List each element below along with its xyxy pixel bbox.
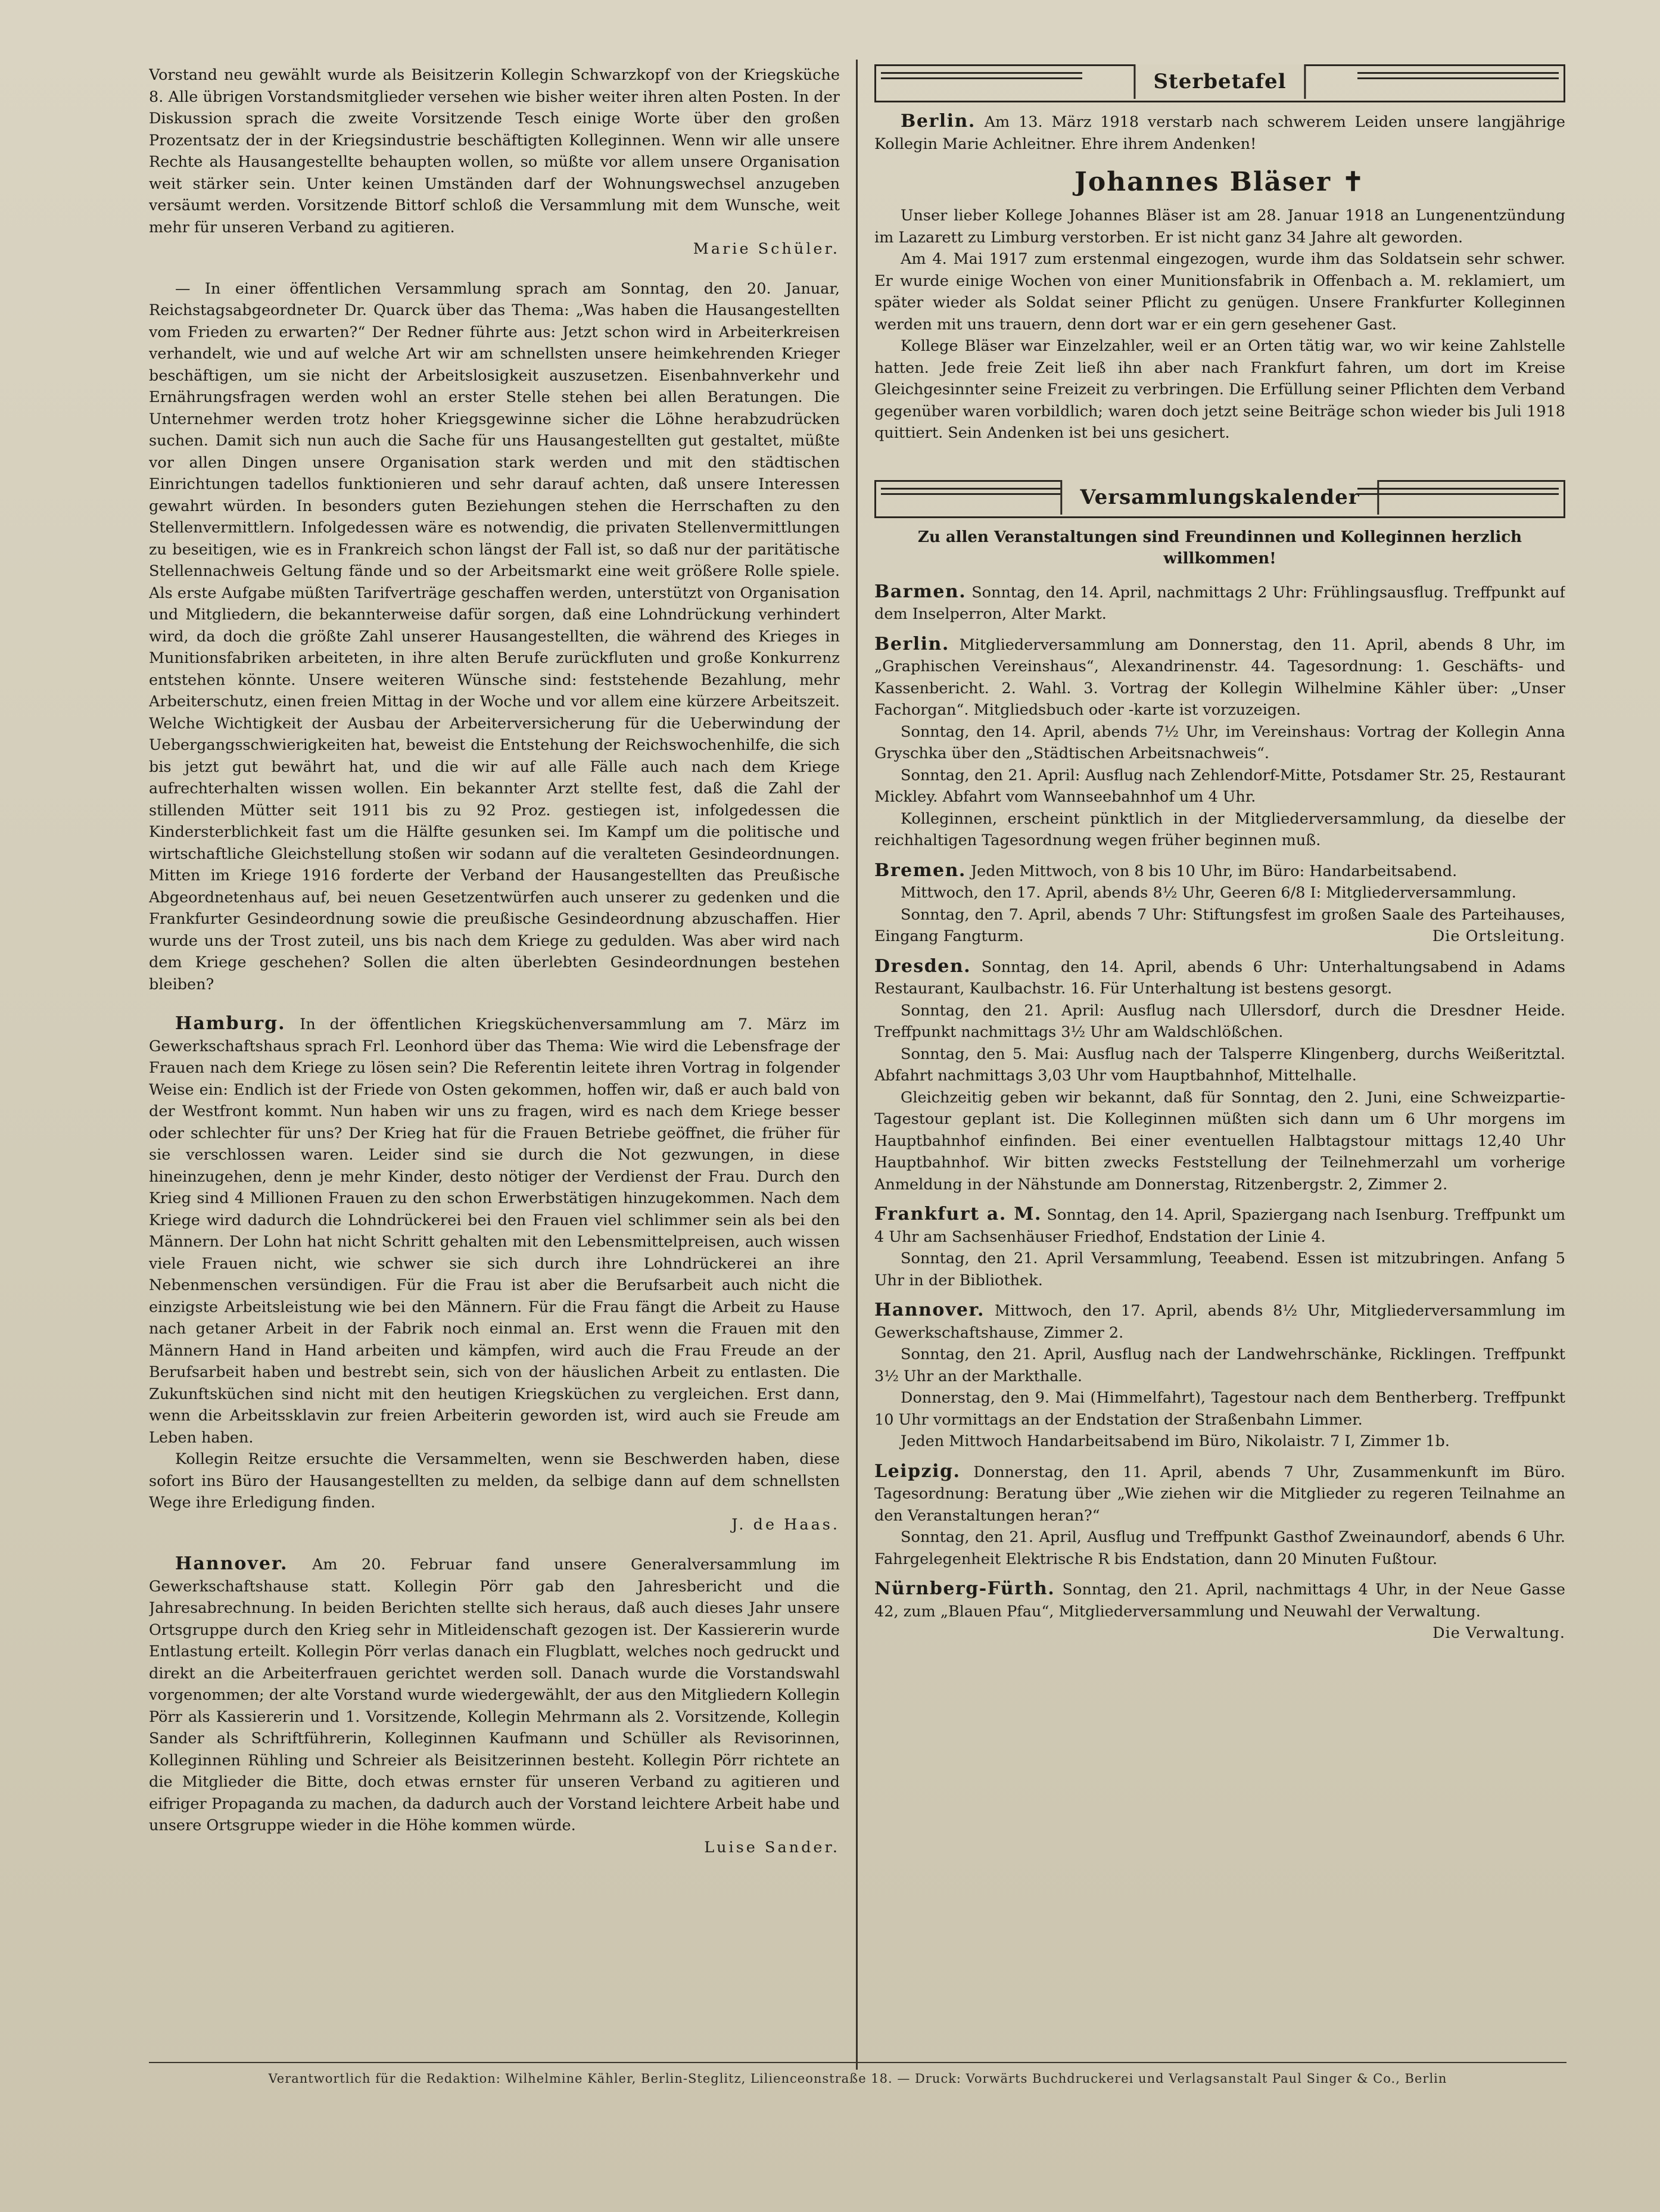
signature: Luise Sander. xyxy=(704,1838,840,1856)
article-paragraph: Am 20. Februar fand unsere Generalversammlung im Gewerkschaftshause statt. Kollegin Pörr gab den Jahresbericht und die Jahresabrechnung. In beiden Berichten stellte sich heraus, daß auch dieses Jahr unsere Ortsgruppe durch den Krieg sehr in Mitleidenschaft gezogen ist. Der Kassiererin wurde Entlastung erteilt. Kollegin Pörr verlas danach ein Flugblatt, welches noch gedruckt und direkt an die Arbeiterfrauen gerichtet werden soll. Danach wurde die Vorstandswahl vorgenommen; der alte Vorstand wurde wiedergewählt, der aus den Mitgliedern Kollegin Pörr als Kassiererin und 1. Vorsitzende, Kollegin Mehrmann als 2. Vorsitzende, Kollegin Sander als Schriftführerin, Kolleginnen Kaufmann und Schüller als Revisorinnen, Kolleginnen Rühling und Schreier als Beisitzerinnen besteht. Kollegin Pörr richtete an die Mitglieder die Bitte, doch etwas ernster für unseren Verband zu agitieren und eifriger Propaganda zu machen, da dadurch auch der Vorstand leichtere Arbeit habe und unsere Ortsgruppe wieder in die Höhe kommen würde. xyxy=(149,1556,840,1834)
event-text: Sonntag, den 21. April: Ausflug nach Zehlendorf-Mitte, Potsdamer Str. 25, Restaurant Mickley. Abfahrt vom Wannseebahnhof um 4 Uhr. xyxy=(874,766,1565,806)
kalender-title: Versammlungskalender xyxy=(1060,480,1379,515)
event-signature: Die Ortsleitung. xyxy=(1432,927,1565,945)
obituary-name: Johannes Bläser xyxy=(1075,167,1332,197)
event-text: Mitgliederversammlung am Donnerstag, den 11. April, abends 8 Uhr, im „Graphischen Vereinshaus“, Alexandrinenstr. 44. Tagesordnung: 1. Geschäfts- und Kassenbericht. 2. Wahl. 3. Vortrag der Kollegin Wilhelmine Kähler über: „Unser Fachorgan“. Mitgliedsbuch oder -karte ist vorzuzeigen. xyxy=(874,635,1565,719)
left-column xyxy=(149,64,840,2060)
article-paragraph: Kollegin Reitze ersuchte die Versammelten, wenn sie Beschwerden haben, diese sofort ins Büro der Hausangestellten zu melden, da selbige dann auf dem schnellsten Wege ihre Erledigung finden. xyxy=(149,1450,840,1512)
footer-rule xyxy=(149,2062,1566,2063)
section-heading-hannover: Hannover. xyxy=(175,1553,288,1574)
article-paragraph: — In einer öffentlichen Versammlung sprach am Sonntag, den 20. Januar, Reichstagsabgeordneter Dr. Quarck über das Thema: „Was haben die Hausangestellten vom Frieden zu erwarten?“ Der Redner führte aus: Jetzt schon wird in Arbeiterkreisen verhandelt, wie und auf welche Art wir am schnellsten unsere heimkehrenden Krieger beschäftigen, um sie nicht der Arbeitslosigkeit auszusetzen. Eisenbahnverkehr und Ernährungsfragen werden wohl an erster Stelle stehen bei allen Beratungen. Die Unternehmer werden trotz hoher Kriegsgewinne sicher die Löhne herabzudrücken suchen. Damit sich nun auch die Sache für uns Hausangestellten gut gestaltet, müßte vor allen Dingen unsere Organisation stark werden und mit den städtischen Einrichtungen tadellos funktionieren und sehr darauf achten, daß unsere Interessen gewahrt würden. In besonders guten Beziehungen stehen die Herrschaften zu den Stellenvermittlern. Infolgedessen wäre es notwendig, die privaten Stellenvermittlungen zu beseitigen, wie es in Frankreich schon längst der Fall ist, so daß nur der paritätische Stellennachweis Geltung fände und so der Arbeitsmarkt eine weit größere Rolle spiele. Als erste Aufgabe müßten Tarifverträge geschaffen werden, unterstützt von Organisation und Mitgliedern, die bekannterweise dafür sorgen, daß eine Lohndrückung verhindert wird, da doch die größte Zahl unserer Hausangestellten, die während des Krieges in Munitionsfabriken arbeiteten, in ihre alten Berufe zurückfluten und große Konkurrenz entstehen könnte. Unsere weiteren Wünsche sind: feststehende Bezahlung, mehr Arbeiterschutz, einen freien Mittag in der Woche und vor allem eine kürzere Arbeitszeit. Welche Wichtigkeit der Ausbau der Arbeiterversicherung für die Ueberwindung der Uebergangsschwierigkeiten hat, beweist die Entstehung der Reichswochenhilfe, die sich bis jetzt gut bewährt hat, und die wir auf alle Fälle auch nach dem Kriege aufrechterhalten wissen wollen. Ein bekannter Arzt stellte fest, daß die Zahl der stillenden Mütter seit 1911 bis zu 92 Proz. gestiegen ist, infolgedessen die Kindersterblichkeit fast um die Hälfte gesunken sei. Im Kampf um die politische und wirtschaftliche Gleichstellung stoßen wir sodann auf die veralteten Gesindeordnungen. Mitten im Kriege 1916 forderte der Verband der Hausangestellten das Preußische Abgeordnetenhaus auf, bei neuen Gesetzentwürfen auch unserer zu gedenken und die Frankfurter Gesindeordnung sowie die preußische Gesindeordnung abzuschaffen. Hier wurde uns der Trost zuteil, uns bis nach dem Kriege zu gedulden. Was aber wird nach dem Kriege geschehen? Sollen die alten überlebten Gesindeordnungen bestehen bleiben? xyxy=(149,279,840,993)
column-divider xyxy=(856,60,858,2070)
event-city: Dresden. xyxy=(874,955,971,977)
right-column xyxy=(874,64,1565,2060)
cross-icon: ✝ xyxy=(1342,167,1365,197)
event-text: Sonntag, den 21. April, Ausflug und Treffpunkt Gasthof Zweinaundorf, abends 6 Uhr. Fahrgelegenheit Elektrische R bis Endstation, dann 20 Minuten Fußtour. xyxy=(874,1528,1565,1568)
event-text: Sonntag, den 14. April, nachmittags 2 Uhr: Frühlingsausflug. Treffpunkt auf dem Inselperron, Alter Markt. xyxy=(874,583,1565,623)
event-city: Berlin. xyxy=(874,633,949,655)
event-city: Nürnberg-Fürth. xyxy=(874,1578,1055,1599)
event-text: Gleichzeitig geben wir bekannt, daß für Sonntag, den 2. Juni, eine Schweizpartie-Tagestour geplant ist. Die Kolleginnen müßten sich dann um 6 Uhr morgens im Hauptbahnhof einfinden. Bei einer eventuellen Halbtagstour mittags 12,40 Uhr Hauptbahnhof. Wir bitten zwecks Feststellung der Teilnehmerzahl um vorherige Anmeldung in der Nähstunde am Donnerstag, Ritzenbergstr. 2, Zimmer 2. xyxy=(874,1088,1565,1194)
obituary-paragraph: Am 4. Mai 1917 zum erstenmal eingezogen, wurde ihm das Soldatsein sehr schwer. Er wurde einige Wochen von einer Munitionsfabrik in Offenbach a. M. reklamiert, um später wieder als Soldat seiner Pflicht zu genügen. Unsere Frankfurter Kolleginnen werden mit uns trauern, denn dort war er ein gern gesehener Gast. xyxy=(874,250,1565,334)
event-text: Jeden Mittwoch Handarbeitsabend im Büro, Nikolaistr. 7 I, Zimmer 1b. xyxy=(901,1432,1450,1450)
event-signature: Die Verwaltung. xyxy=(1432,1624,1565,1642)
sterbetafel-banner xyxy=(874,64,1565,102)
event-text: Kolleginnen, erscheint pünktlich in der Mitgliederversammlung, da dieselbe der reichhaltigen Tagesordnung wegen früher beginnen muß. xyxy=(874,809,1565,849)
event-text: Mittwoch, den 17. April, abends 8½ Uhr, Geeren 6/8 I: Mitgliederversammlung. xyxy=(901,884,1516,902)
event-text: Sonntag, den 5. Mai: Ausflug nach der Talsperre Klingenberg, durchs Weißeritztal. Abfahrt nachmittags 3,03 Uhr vom Hauptbahnhof, Mittelhalle. xyxy=(874,1045,1565,1085)
event-text: Sonntag, den 7. April, abends 7 Uhr: Stiftungsfest im großen Saale des Parteihauses, Eingang Fangturm. xyxy=(874,905,1565,945)
event-text: Donnerstag, den 9. Mai (Himmelfahrt), Tagestour nach dem Bentherberg. Treffpunkt 10 Uhr vormittags an der Endstation der Straßenbahn Limmer. xyxy=(874,1389,1565,1429)
event-text: Donnerstag, den 11. April, abends 7 Uhr, Zusammenkunft im Büro. Tagesordnung: Beratung über „Wie ziehen wir die Mitglieder zu regeren Teilnahme an den Veranstaltungen heran?“ xyxy=(874,1463,1565,1525)
article-paragraph: In der öffentlichen Kriegsküchenversammlung am 7. März im Gewerkschaftshaus sprach Frl. Leonhord über das Thema: Wie wird die Lebensfrage der Frauen nach dem Kriege zu lösen sein? Die Referentin leitete ihren Vortrag in folgender Weise ein: Endlich ist der Friede von Osten gekommen, hoffen wir, daß er auch bald von der Westfront kommt. Nun haben wir uns zu fragen, wird es nach dem Kriege besser oder schlechter für uns? Der Krieg hat für die Frauen Betriebe geöffnet, die früher für sie verschlossen waren. Leider sind sie durch die Not gezwungen, in diese hineinzugehen, denn je mehr Kinder, desto nötiger der Verdienst der Frau. Durch den Krieg sind 4 Millionen Frauen zu den schon Erwerbstätigen hinzugekommen. Nach dem Kriege wird dadurch die Lohndrückerei bei den Frauen viel schlimmer sein als bei den Männern. Der Lohn hat nicht Schritt gehalten mit den Lebensmittelpreisen, auch wissen viele Frauen nicht, wie schwer sie sich durch ihre Lohndrückerei an ihre Nebenmenschen versündigen. Für die Frau ist aber die Berufsarbeit auch nicht die einzigste Arbeitsleistung wie bei den Männern. Für die Frau fängt die Arbeit zu Hause nach getaner Arbeit in der Fabrik noch einmal an. Erst wenn die Frauen mit den Männern Hand in Hand arbeiten und kämpfen, wird auch die Frau Freude an der Berufsarbeit haben und bestrebt sein, sich von der häuslichen Arbeit zu entlasten. Die Zukunftsküchen sind nicht mit den heutigen Kriegsküchen zu vergleichen. Erst dann, wenn die Arbeitssklavin zur freien Arbeiterin geworden ist, wird auch sie Freude am Leben haben. xyxy=(149,1015,840,1447)
event-text: Sonntag, den 21. April, nachmittags 4 Uhr, in der Neue Gasse 42, zum „Blauen Pfau“, Mitgliederversammlung und Neuwahl der Verwaltung. xyxy=(874,1581,1565,1621)
event-city: Leipzig. xyxy=(874,1460,961,1482)
signature: J. de Haas. xyxy=(731,1515,840,1534)
event-text: Sonntag, den 21. April Versammlung, Teeabend. Essen ist mitzubringen. Anfang 5 Uhr in der Bibliothek. xyxy=(874,1250,1565,1289)
event-city: Frankfurt a. M. xyxy=(874,1204,1042,1225)
event-text: Mittwoch, den 17. April, abends 8½ Uhr, Mitgliederversammlung im Gewerkschaftshause, Zimmer 2. xyxy=(874,1302,1565,1342)
event-city: Bremen. xyxy=(874,859,966,881)
article-paragraph: Vorstand neu gewählt wurde als Beisitzerin Kollegin Schwarzkopf von der Kriegsküche 8. Alle übrigen Vorstandsmitglieder versehen wie bisher weiter ihren alten Posten. In der Diskussion sprach die zweite Vorsitzende Tesch einige Worte über den großen Prozentsatz der in der Kriegsindustrie beschäftigten Kolleginnen. Wenn wir alle unsere Rechte als Hausangestellte behaupten wollen, so müßte vor allem unsere Organisation weit stärker sein. Unter keinen Umständen darf der Wohnungswechsel anzugeben versäumt werden. Vorsitzende Bittorf schloß die Versammlung mit dem Wunsche, weit mehr für unseren Verband zu agitieren. xyxy=(149,66,840,236)
event-text: Sonntag, den 21. April, Ausflug nach der Landwehrschänke, Ricklingen. Treffpunkt 3½ Uhr an der Markthalle. xyxy=(874,1345,1565,1385)
signature: Marie Schüler. xyxy=(693,240,840,258)
kalender-banner xyxy=(874,480,1565,518)
obituary-heading xyxy=(874,164,1565,200)
imprint-footer: Verantwortlich für die Redaktion: Wilhelmine Kähler, Berlin-Steglitz, Lilienceonstraße 18. — Druck: Vorwärts Buchdruckerei und Verlagsanstalt Paul Singer & Co., Berlin xyxy=(268,2071,1447,2086)
obituary-paragraph: Unser lieber Kollege Johannes Bläser ist am 28. Januar 1918 an Lungenentzündung im Lazarett zu Limburg verstorben. Er ist nicht ganz 34 Jahre alt geworden. xyxy=(874,207,1565,247)
event-text: Jeden Mittwoch, von 8 bis 10 Uhr, im Büro: Handarbeitsabend. xyxy=(970,862,1457,880)
event-text: Sonntag, den 14. April, abends 6 Uhr: Unterhaltungsabend in Adams Restaurant, Kaulbachstr. 16. Für Unterhaltung ist bestens gesorgt. xyxy=(874,958,1565,998)
obit-city: Berlin. xyxy=(901,111,976,132)
event-text: Sonntag, den 21. April: Ausflug nach Ullersdorf, durch die Dresdner Heide. Treffpunkt nachmittags 3½ Uhr am Waldschlößchen. xyxy=(874,1001,1565,1041)
obit-text: Am 13. März 1918 verstarb nach schwerem Leiden unsere langjährige Kollegin Marie Achleitner. Ehre ihrem Andenken! xyxy=(874,113,1565,153)
section-heading-hamburg: Hamburg. xyxy=(175,1013,286,1034)
obituary-paragraph: Kollege Bläser war Einzelzahler, weil er an Orten tätig war, wo wir keine Zahlstelle hatten. Jede freie Zeit ließ ihn aber nach Frankfurt fahren, um dort im Kreise Gleichgesinnter seine Freizeit zu verbringen. Die Erfüllung seiner Pflichten dem Verband gegenüber waren vorbildlich; waren doch jetzt seine Beiträge schon wieder bis Juli 1918 quittiert. Sein Andenken ist bei uns gesichert. xyxy=(874,337,1565,442)
event-city: Hannover. xyxy=(874,1300,985,1320)
event-text: Sonntag, den 14. April, abends 7½ Uhr, im Vereinshaus: Vortrag der Kollegin Anna Gryschka über den „Städtischen Arbeitsnachweis“. xyxy=(874,722,1565,762)
sterbetafel-title: Sterbetafel xyxy=(1133,64,1306,99)
event-city: Barmen. xyxy=(874,581,967,602)
event-text: Sonntag, den 14. April, Spaziergang nach Isenburg. Treffpunkt um 4 Uhr am Sachsenhäuser Friedhof, Endstation der Linie 4. xyxy=(874,1206,1565,1246)
kalender-intro: Zu allen Veranstaltungen sind Freundinnen und Kolleginnen herzlich willkommen! xyxy=(917,528,1522,568)
